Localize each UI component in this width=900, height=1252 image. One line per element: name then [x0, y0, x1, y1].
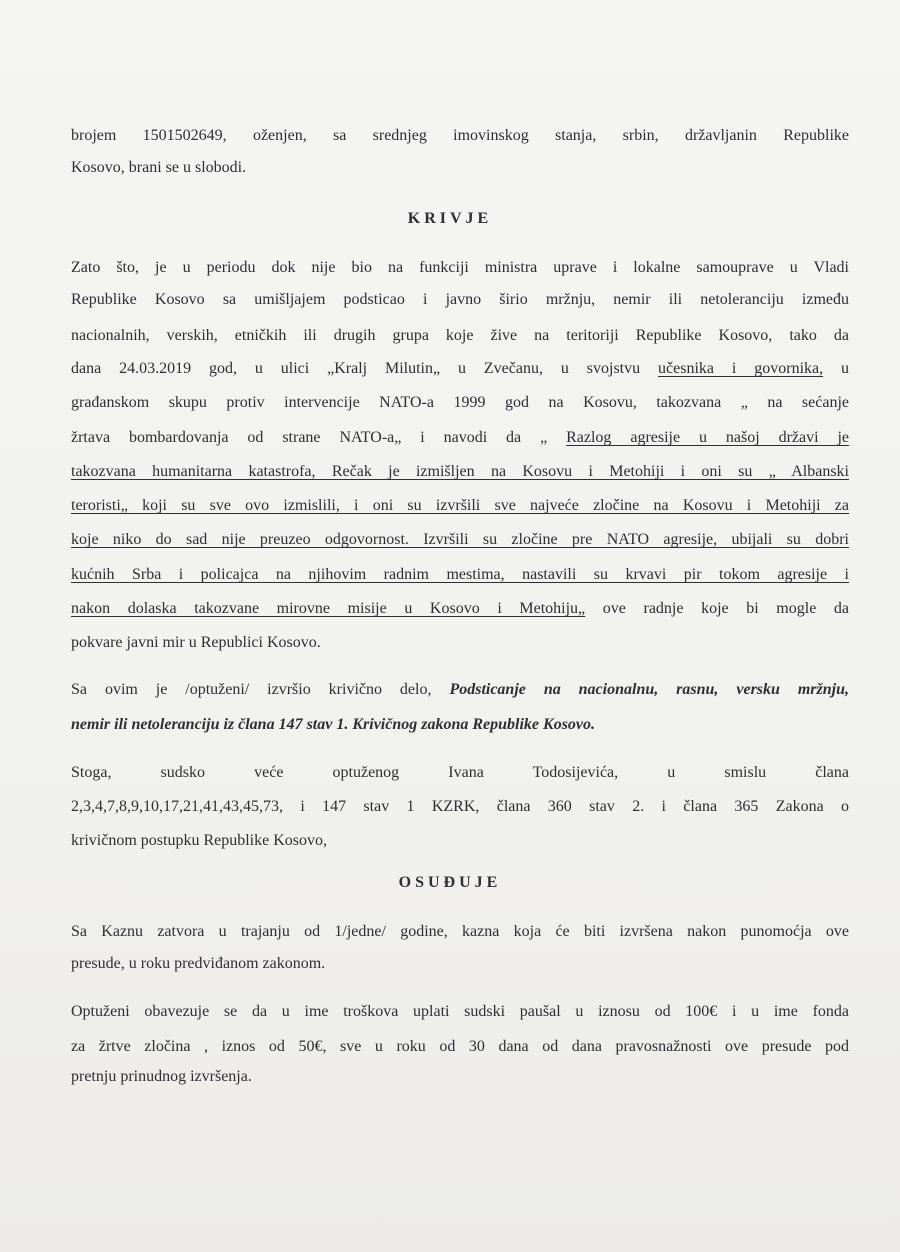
krivje-line-12: pokvare javni mir u Republici Kosovo. — [71, 634, 321, 651]
krivje-line-11-end: ove radnje koje bi mogle da — [602, 600, 850, 617]
sentence-line-2: presude, u roku predviđanom zakonom. — [71, 955, 326, 972]
krivje-line-3: nacionalnih, verskih, etničkih ili drugih grupa koje žive na teritoriji Republike Kosovo, tako da — [71, 327, 849, 344]
heading-krivje: KRIVJE — [407, 210, 493, 227]
sentence-line-1: Sa Kaznu zatvora u trajanju od 1/jedne/ godine, kazna koja će biti izvršena nakon punomoćja ove — [71, 923, 849, 940]
costs-line-1: Optuženi obavezuje se da u ime troškova uplati sudski paušal u iznosu od 100€ i u ime fonda — [71, 1003, 849, 1020]
underlined-quote-end: nakon dolaska takozvane mirovne misije u Kosovo i Metohiju„ — [71, 600, 586, 617]
krivje-line-11 — [71, 599, 849, 619]
underlined-quote-start: Razlog agresije u našoj državi je — [566, 429, 850, 446]
krivje-line-6 — [71, 428, 849, 448]
krivje-line-10: kućnih Srba i policajca na njihovim radnim mestima, nastavili su krvavi pir tokom agresije i — [71, 566, 849, 583]
krivje-line-2: Republike Kosovo sa umišljajem podsticao i javno širio mržnju, nemir ili netoleranciju između — [71, 291, 849, 308]
krivje-line-4-text: dana 24.03.2019 god, u ulici „Kralj Milutin„ u Zvečanu, u svojstvu — [71, 360, 641, 377]
legal-basis-line-2: 2,3,4,7,8,9,10,17,21,41,43,45,73, i 147 stav 1 KZRK, člana 360 stav 2. i člana 365 Zakona o — [71, 798, 849, 815]
conviction-line-1 — [71, 680, 849, 700]
legal-basis-line-3: krivičnom postupku Republike Kosovo, — [71, 832, 327, 849]
underlined-speaker-role: učesnika i govornika, — [658, 360, 824, 377]
krivje-line-7: takozvana humanitarna katastrofa, Rečak je izmišljen na Kosovu i Metohiji i oni su „ Albanski — [71, 463, 849, 480]
krivje-line-8: teroristi„ koji su sve ovo izmislili, i oni su izvršili sve najveće zločine na Kosovu i Metohiji za — [71, 497, 849, 514]
krivje-line-4-end: u — [841, 360, 850, 377]
krivje-line-6-text: žrtava bombardovanja od strane NATO-a„ i navodi da „ — [71, 429, 548, 446]
intro-line-2: Kosovo, brani se u slobodi. — [71, 159, 247, 176]
heading-osudjuje: OSUĐUJE — [398, 874, 502, 891]
krivje-line-1: Zato što, je u periodu dok nije bio na funkciji ministra uprave i lokalne samouprave u Vladi — [71, 259, 849, 276]
krivje-line-4 — [71, 359, 849, 379]
conviction-intro: Sa ovim je /optuženi/ izvršio krivično delo, — [71, 681, 432, 698]
krivje-line-9: koje niko do sad nije preuzeo odgovornost. Izvršili su zločine pre NATO agresije, ubijali su dobri — [71, 531, 849, 548]
krivje-line-5: građanskom skupu protiv intervencije NATO-a 1999 god na Kosovu, takozvana „ na sećanje — [71, 394, 849, 411]
criminal-offence-name: Podsticanje na nacionalnu, rasnu, versku mržnju, — [449, 681, 850, 698]
conviction-line-2: nemir ili netoleranciju iz člana 147 stav 1. Krivičnog zakona Republike Kosovo. — [71, 716, 596, 733]
intro-line-1: brojem 1501502649, oženjen, sa srednjeg imovinskog stanja, srbin, državljanin Republike — [71, 127, 849, 144]
costs-line-3: pretnju prinudnog izvršenja. — [71, 1068, 252, 1085]
legal-basis-line-1: Stoga, sudsko veće optuženog Ivana Todosijevića, u smislu člana — [71, 764, 849, 781]
costs-line-2: za žrtve zločina , iznos od 50€, sve u roku od 30 dana od dana pravosnažnosti ove presude pod — [71, 1038, 849, 1055]
